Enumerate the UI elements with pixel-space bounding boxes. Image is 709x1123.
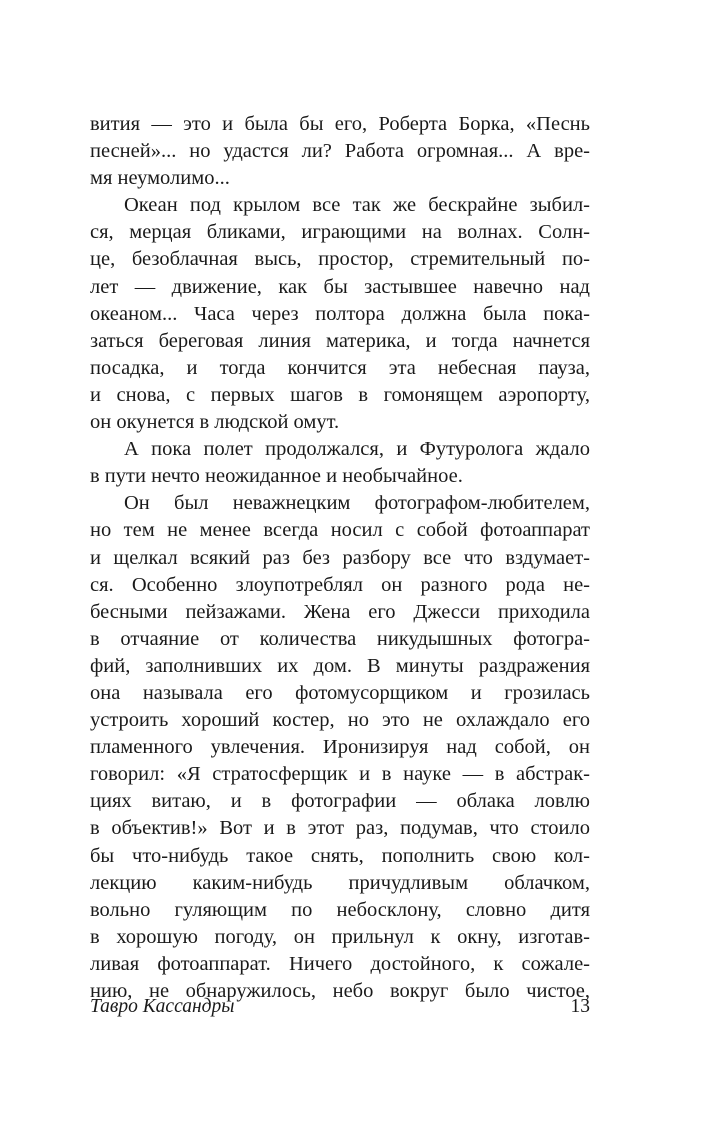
text-line: пламенного увлечения. Иронизируя над собой, он <box>90 736 590 759</box>
paragraph <box>90 192 590 436</box>
page-number: 13 <box>570 996 590 1017</box>
text-line: лекцию каким-нибудь причудливым облачком, <box>90 871 590 894</box>
text-line: устроить хороший костер, но это не охлаждало его <box>90 709 590 732</box>
text-line: А пока полет продолжался, и Футуролога ждало <box>124 438 590 461</box>
running-title: Тавро Кассандры <box>90 996 235 1017</box>
text-line: це, безоблачная высь, простор, стремительный по- <box>90 248 590 271</box>
text-line: но тем не менее всегда носил с собой фотоаппарат <box>90 519 590 542</box>
text-line: циях витаю, и в фотографии — облака ловлю <box>90 790 590 813</box>
text-line: океаном... Часа через полтора должна была пока- <box>90 302 590 325</box>
text-line: в отчаяние от количества никудышных фотогра- <box>90 627 590 650</box>
text-line: в пути нечто неожиданное и необычайное. <box>90 465 463 488</box>
text-line: вольно гуляющим по небосклону, словно дитя <box>90 898 590 921</box>
paragraph <box>90 111 590 192</box>
text-line: фий, заполнивших их дом. В минуты раздражения <box>90 654 590 677</box>
text-line: вития — это и была бы его, Роберта Борка, «Песнь <box>90 113 590 135</box>
text-line: в объектив!» Вот и в этот раз, подумав, что стоило <box>90 817 590 840</box>
text-line: бесными пейзажами. Жена его Джесси приходила <box>90 600 590 623</box>
text-line: Океан под крылом все так же бескрайне зыбил- <box>124 194 590 217</box>
text-line: мя неумолимо... <box>90 167 230 190</box>
text-line: заться береговая линия материка, и тогда начнется <box>90 329 590 352</box>
page-footer <box>90 993 590 1021</box>
paragraph <box>90 490 590 1005</box>
text-line: ливая фотоаппарат. Ничего достойного, к сожале- <box>90 952 590 975</box>
text-line: песней»... но удастся ли? Работа огромная... А вре- <box>90 140 590 163</box>
text-line: Он был неважнецким фотографом-любителем, <box>124 492 590 515</box>
text-line: нию, не обнаружилось, небо вокруг было чистое, <box>90 980 590 1002</box>
text-line: в хорошую погоду, он прильнул к окну, изготав- <box>90 925 590 948</box>
text-line: говорил: «Я стратосферщик и в науке — в абстрак- <box>90 763 590 786</box>
text-line: и щелкал всякий раз без разбору все что вздумает- <box>90 546 590 569</box>
page-text <box>90 111 590 1005</box>
text-line: лет — движение, как бы застывшее навечно над <box>90 275 590 298</box>
text-line: он окунется в людской омут. <box>90 411 340 434</box>
text-line: она называла его фотомусорщиком и грозилась <box>90 681 590 704</box>
text-line: посадка, и тогда кончится эта небесная пауза, <box>90 356 590 379</box>
text-line: и снова, с первых шагов в гомонящем аэропорту, <box>90 383 590 406</box>
paragraph <box>90 436 590 490</box>
text-line: ся, мерцая бликами, играющими на волнах. Солн- <box>90 221 590 244</box>
text-line: ся. Особенно злоупотреблял он разного рода не- <box>90 573 590 596</box>
text-line: бы что-нибудь такое снять, пополнить свою кол- <box>90 844 590 867</box>
